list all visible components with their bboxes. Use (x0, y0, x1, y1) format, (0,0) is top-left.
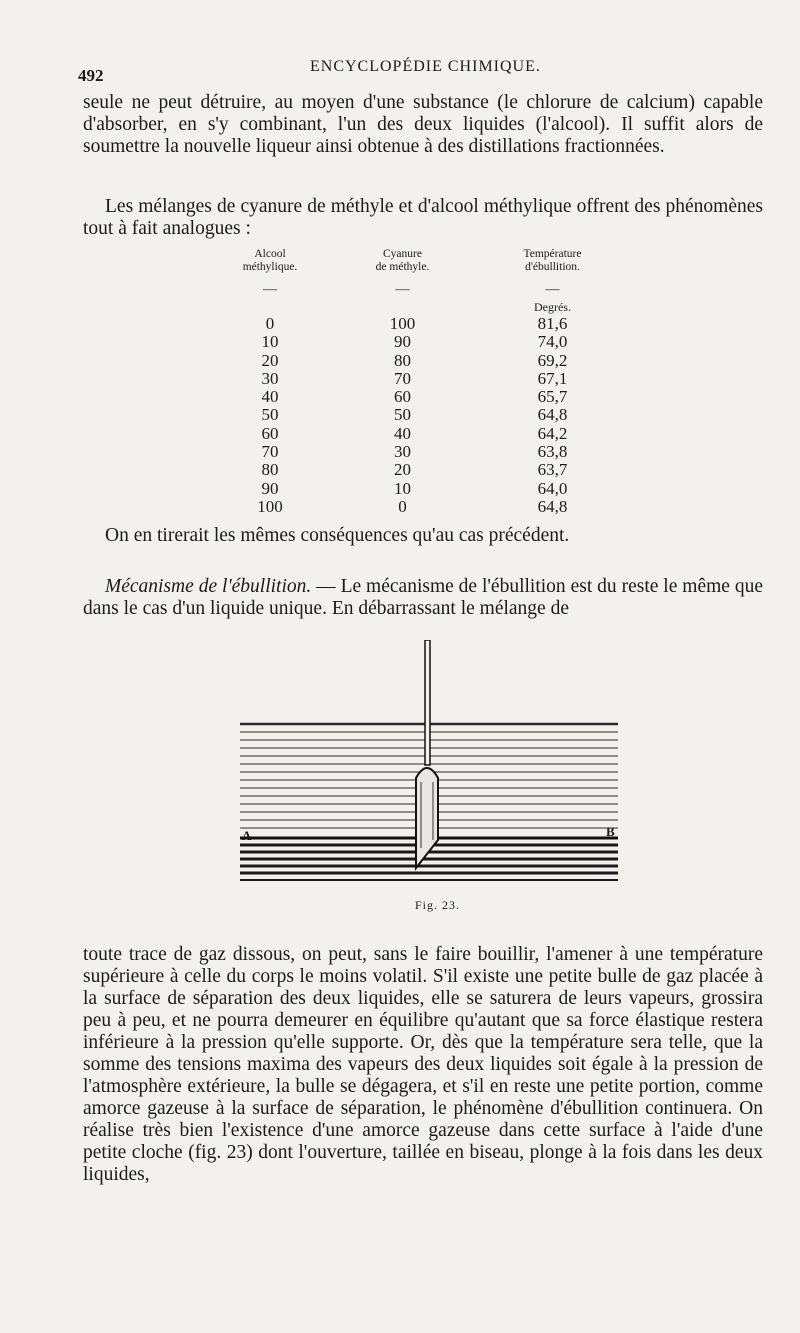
table-cell: 74,0 (537, 332, 568, 352)
table-cell: 20 (261, 350, 279, 370)
header-line: Alcool (254, 248, 286, 260)
paragraph-2 (83, 196, 763, 240)
table-cell: 100 (389, 314, 416, 333)
table-cell: 90 (394, 332, 411, 352)
column-header-cyanure (355, 248, 450, 274)
table-cell: 64,8 (537, 496, 568, 516)
table-cell: 70 (261, 442, 279, 462)
bell-diagram (238, 640, 623, 892)
paragraph-4-text: — Le mécanisme de l'ébullition est du reste le même que dans le cas d'un liquide unique. En débarrassant le mélange de (83, 576, 764, 619)
table-cell: 40 (394, 423, 411, 443)
values-cyanure (355, 315, 450, 516)
paragraph-3-text: On en tirerait les mêmes conséquences qu'au cas précédent. (105, 525, 570, 546)
page-header (78, 58, 760, 85)
table-cell: 20 (394, 460, 411, 480)
table-cell: 60 (261, 423, 279, 443)
label-b: B (606, 824, 615, 839)
table-cell: 64,2 (537, 423, 568, 443)
table-cell: 30 (394, 442, 411, 462)
table-cell: 65,7 (537, 387, 568, 407)
table-cell: 0 (398, 496, 407, 516)
values-temperature (500, 315, 605, 516)
table-cell: 80 (394, 350, 411, 370)
table-cell: 69,2 (537, 350, 568, 370)
table-cell: 60 (394, 387, 411, 407)
label-a: A (242, 828, 252, 843)
column-header-alcool (225, 248, 315, 274)
table-cell: 63,8 (537, 442, 568, 462)
page-number: 492 (78, 66, 104, 85)
paragraph-5 (83, 944, 763, 1186)
values-alcool (225, 315, 315, 516)
paragraph-5-text: toute trace de gaz dissous, on peut, sans le faire bouillir, l'amener à une température supérieure à celle du corps le moins volatil. S'il existe une petite bulle de gaz placée à la surface de séparation des deux liquides, elle se saturera de leurs vapeurs, grossira peu à peu, et ne pourra demeurer en équilibre qu'autant que sa force élastique restera inférieure à la pression qu'elle supporte. Or, dès que la température sera telle, que la somme des tensions maxima des vapeurs des deux liquides soit égale à la pression de l'atmosphère extérieure, la bulle se dégagera, et s'il en reste une petite portion, comme amorce gazeuse à la surface de séparation, le phénomène d'ébullition continuera. On réalise très bien l'existence d'une amorce gazeuse dans cette surface à l'aide d'une petite cloche (fig. 23) dont l'ouverture, taillée en biseau, plonge à la fois dans les deux liquides, (83, 944, 763, 1185)
table-cell: 10 (261, 332, 279, 352)
table-cell: 67,1 (537, 368, 568, 388)
table-cell: 100 (257, 496, 283, 516)
unit-label: Degrés. (534, 300, 571, 314)
column-temperature (500, 248, 605, 516)
table-cell: 70 (394, 368, 411, 388)
table-cell: 40 (261, 387, 279, 407)
paragraph-1 (83, 92, 763, 158)
table-cell: 0 (265, 314, 275, 333)
column-header-temperature (500, 248, 605, 274)
paragraph-2-text: Les mélanges de cyanure de méthyle et d'alcool méthylique offrent des phénomènes tout à fait analogues : (83, 196, 763, 239)
header-line: méthylique. (242, 261, 298, 273)
paragraph-4 (83, 576, 763, 620)
header-line: de méthyle. (375, 261, 430, 273)
table-cell: 64,0 (537, 478, 568, 498)
paragraph-3 (83, 525, 763, 547)
paragraph-1-text: seule ne peut détruire, au moyen d'une substance (le chlorure de calcium) capable d'absorber, en s'y combinant, l'un des deux liquides (l'alcool). Il suffit alors de soumettre la nouvelle liqueur ainsi obtenue à des distillations fractionnées. (83, 92, 763, 157)
table-cell: 10 (394, 478, 411, 498)
table-cell: 50 (394, 405, 411, 425)
table-cell: 30 (261, 368, 279, 388)
table-cell: 50 (261, 405, 279, 425)
section-title: Mécanisme de l'ébullition. (105, 576, 312, 597)
table-cell: 81,6 (537, 314, 568, 333)
figure-23 (238, 640, 623, 892)
figure-caption: Fig. 23. (415, 898, 461, 912)
running-title: ENCYCLOPÉDIE CHIMIQUE. (310, 58, 541, 75)
header-line: Température (523, 248, 582, 260)
table-cell: 80 (261, 460, 279, 480)
table-cell: 64,8 (537, 405, 568, 425)
bell-tube (416, 640, 438, 868)
header-dash: — (545, 282, 560, 297)
header-dash: — (395, 282, 410, 297)
header-dash: — (263, 282, 277, 297)
table-cell: 90 (261, 478, 279, 498)
header-line: Cyanure (383, 248, 422, 260)
column-cyanure (355, 248, 450, 516)
header-line: d'ébullition. (525, 261, 580, 273)
table-cell: 63,7 (537, 460, 568, 480)
column-alcool (225, 248, 315, 516)
